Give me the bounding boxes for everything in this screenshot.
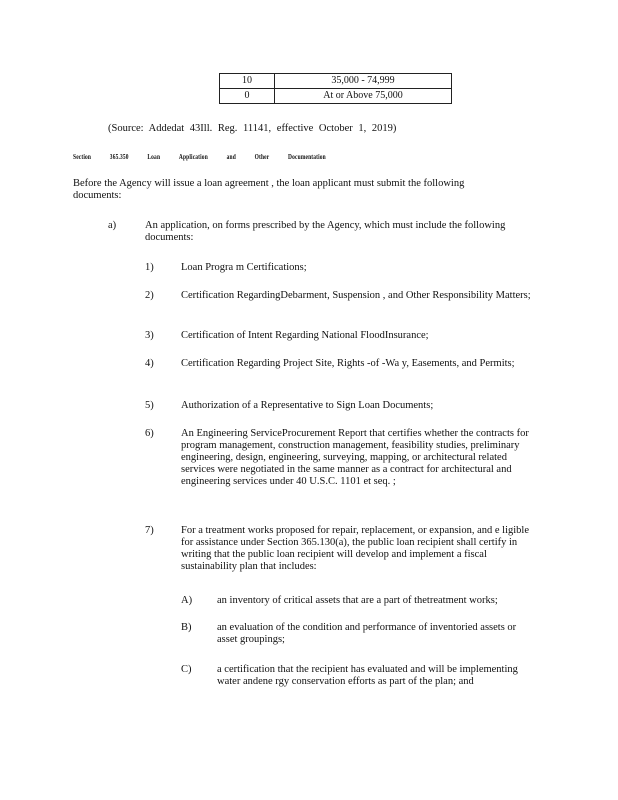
item-marker: 3) [145,330,154,341]
loan-rate-table [219,73,452,104]
source-note: (Source: Addedat 43Ill. Reg. 11141, effective October 1, 2019) [108,123,397,134]
list-item: For a treatment works proposed for repair, replacement, or expansion, and e ligible for assistance under Section 365.130(a), the public loan recipient shall certify in writing that the public loan recipient will develop and implement a fiscal sustainability plan that includes: [181,525,530,572]
item-marker: 6) [145,428,154,439]
section-number: 365.350 [109,153,129,161]
item-marker: B) [181,622,192,633]
item-marker: 4) [145,358,154,369]
section-heading [73,151,345,163]
item-marker: 7) [145,525,154,536]
list-item: Certification Regarding Project Site, Rights -of -Wa y, Easements, and Permits; [181,358,515,369]
intro-paragraph: Before the Agency will issue a loan agreement , the loan applicant must submit the following documents: [73,178,465,201]
table-cell: 35,000 - 74,999 [275,74,452,89]
list-item: An Engineering ServiceProcurement Report that certifies whether the contracts for program management, construction management, feasibility studies, preliminary engineering, design, engineering, surveying, mapping, or architectural related services were negotiated in the same manner as a contract for architectural and engineering services under 40 U.S.C. 1101 et seq. ; [181,428,529,487]
table-cell: 10 [220,74,275,89]
item-a-text: An application, on forms prescribed by the Agency, which must include the following documents: [145,220,506,243]
list-item: a certification that the recipient has evaluated and will be implementing water andene rgy conservation efforts as part of the plan; and [217,664,518,687]
section-title-word: Loan [147,153,161,161]
table-cell: 0 [220,89,275,104]
item-marker: A) [181,595,193,606]
item-marker: a) [108,220,117,231]
table-cell: At or Above 75,000 [275,89,452,104]
section-title-word: and [226,153,236,161]
item-marker: 5) [145,400,154,411]
section-title-word: Other [254,153,270,161]
list-item: Certification RegardingDebarment, Suspension , and Other Responsibility Matters; [181,290,531,301]
item-marker: 1) [145,262,154,273]
item-marker: 2) [145,290,154,301]
section-label: Section [73,153,92,161]
section-title-word: Application [178,153,208,161]
list-item: Certification of Intent Regarding National FloodInsurance; [181,330,429,341]
list-item: Authorization of a Representative to Sign Loan Documents; [181,400,434,411]
list-item: Loan Progra m Certifications; [181,262,307,273]
table-row [220,74,452,89]
section-title-word: Documentation [288,153,326,161]
table-row [220,89,452,104]
item-marker: C) [181,664,192,675]
list-item: an evaluation of the condition and performance of inventoried assets or asset groupings; [217,622,517,645]
list-item: an inventory of critical assets that are a part of thetreatment works; [217,595,498,606]
